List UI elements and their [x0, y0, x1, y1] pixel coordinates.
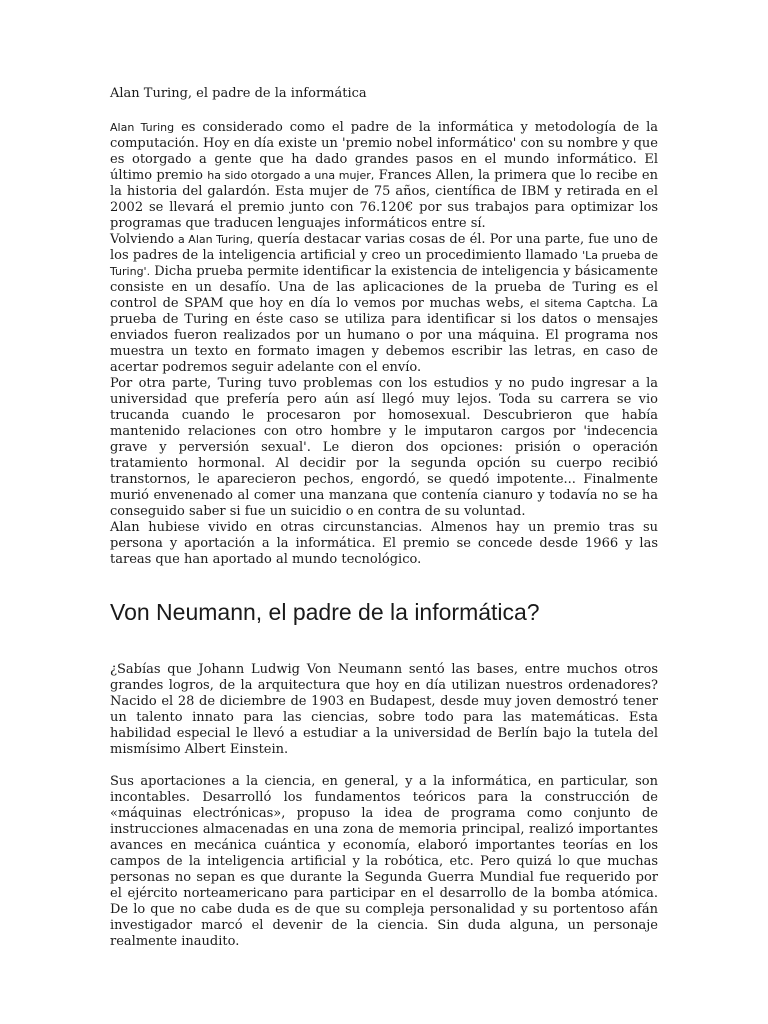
turing-paragraph-2 [110, 232, 658, 376]
turing-p2-span-g: La prueba de Turing en éste caso se utiliza para identificar si los datos o mensajes enviados fueron realizados por un humano o por una máquina. El programa nos muestra un texto en formato imagen y debemos escribir las letras, en caso de acertar podremos seguir adelante con el envío. [110, 296, 659, 375]
von-neumann-paragraph-1: ¿Sabías que Johann Ludwig Von Neumann sentó las bases, entre muchos otros grandes logros, de la arquitectura que hoy en día utilizan nuestros ordenadores? Nacido el 28 de diciembre de 1903 en Budapest, desde muy joven demostró tener un talento innato para las ciencias, sobre todo para las matemáticas. Esta habilidad especial le llevó a estudiar a la universidad de Berlín bajo la tutela del mismísimo Albert Einstein. [110, 662, 658, 757]
document-page [110, 86, 658, 950]
turing-p2-span-f: el sitema Captcha. [529, 297, 636, 310]
article-turing [110, 120, 658, 568]
article-von-neumann [110, 662, 658, 950]
von-neumann-paragraph-2: Sus aportaciones a la ciencia, en general, y a la informática, en particular, son incontables. Desarrolló los fundamentos teóricos para la construcción de «máquinas electrónicas», propuso la idea de programa como conjunto de instrucciones almacenadas en una zona de memoria principal, realizó importantes avances en mecánica cuántica y economía, elaboró importantes teorías en los campos de la inteligencia artificial y la robótica, etc. Pero quizá lo que muchas personas no sepan es que durante la Segunda Guerra Mundial fue requerido por el ejército norteamericano para participar en el desarrollo de la bomba atómica. De lo que no cabe duda es de que su compleja personalidad y su portentoso afán investigador marcó el devenir de la ciencia. Sin duda alguna, un personaje realmente inaudito. [110, 774, 658, 949]
turing-p2-span-d: 'La prueba de Turing'. [110, 249, 658, 278]
turing-p1-span-c: ha sido otorgado a una mujer, [207, 169, 375, 182]
turing-p2-span-b: a Alan Turing, [178, 233, 254, 246]
turing-p2-span-a: Volviendo [110, 232, 179, 247]
turing-p2-span-e: Dicha prueba permite identificar la existencia de inteligencia y básicamente consiste en un desafío. Una de las aplicaciones de la prueba de Turing es el control de SPAM que hoy en día lo vemos por muchas webs, [110, 264, 658, 311]
turing-p2-span-c: quería destacar varias cosas de él. Por una parte, fue uno de los padres de la inteligencia artificial y creo un procedimiento llamado [110, 232, 658, 263]
document-title: Alan Turing, el padre de la informática [110, 86, 367, 101]
turing-p1-span-a: Alan Turing [110, 121, 175, 134]
section-title-von-neumann: Von Neumann, el padre de la informática? [110, 599, 540, 625]
turing-p1-span-d: Frances Allen, la primera que lo recibe en la historia del galardón. Esta mujer de 75 años, científica de IBM y retirada en el 2002 se llevará el premio junto con 76.120€ por sus trabajos para optimizar los programas que traducen lenguajes informáticos entre sí. [110, 168, 658, 231]
turing-p1-span-b: es considerado como el padre de la informática y metodología de la computación. Hoy en día existe un 'premio nobel informático' con su nombre y que es otorgado a gente que ha dado grandes pasos en el mundo informático. El último premio [110, 120, 658, 183]
turing-paragraph-1 [110, 120, 658, 232]
turing-paragraph-3: Por otra parte, Turing tuvo problemas con los estudios y no pudo ingresar a la universidad que prefería pero aún así llegó muy lejos. Toda su carrera se vio trucanda cuando le procesaron por homosexual. Descubrieron que había mantenido relaciones con otro hombre y le imputaron cargos por 'indecencia grave y perversión sexual'. Le dieron dos opciones: prisión o operación tratamiento hormonal. Al decidir por la segunda opción su cuerpo recibió transtornos, le aparecieron pechos, engordó, se quedó impotente... Finalmente murió envenenado al comer una manzana que contenía cianuro y todavía no se ha conseguido saber si fue un suicidio o en contra de su voluntad. [110, 376, 658, 519]
turing-paragraph-4: Alan hubiese vivido en otras circunstancias. Almenos hay un premio tras su persona y aportación a la informática. El premio se concede desde 1966 y las tareas que han aportado al mundo tecnológico. [110, 520, 658, 567]
